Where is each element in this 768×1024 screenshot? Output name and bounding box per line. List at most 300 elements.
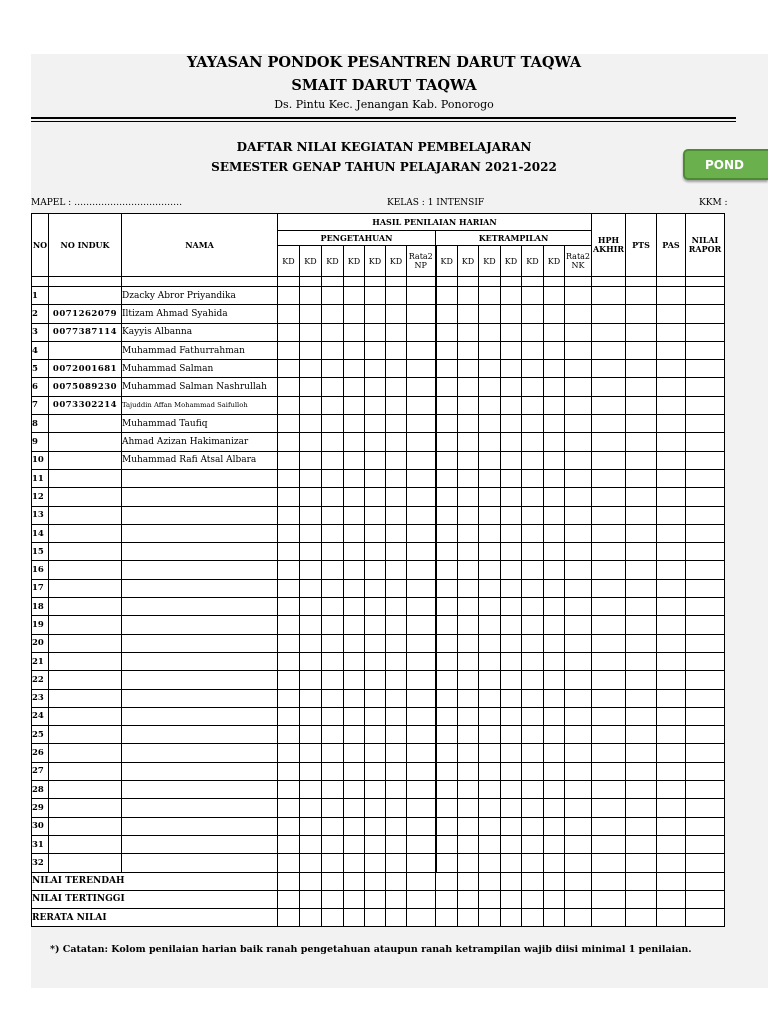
- grade-cell[interactable]: [626, 341, 657, 359]
- grade-cell[interactable]: [657, 378, 686, 396]
- grade-cell[interactable]: [300, 781, 322, 799]
- grade-cell[interactable]: [407, 579, 436, 597]
- grade-cell[interactable]: [657, 360, 686, 378]
- grade-cell[interactable]: [436, 341, 458, 359]
- summary-cell[interactable]: [344, 909, 365, 927]
- grade-cell[interactable]: [657, 524, 686, 542]
- grade-cell[interactable]: [436, 817, 458, 835]
- grade-cell[interactable]: [522, 415, 544, 433]
- grade-cell[interactable]: [407, 671, 436, 689]
- grade-cell[interactable]: [686, 378, 725, 396]
- grade-cell[interactable]: [386, 854, 407, 872]
- grade-cell[interactable]: [479, 543, 501, 561]
- grade-cell[interactable]: [344, 726, 365, 744]
- grade-cell[interactable]: [322, 616, 344, 634]
- grade-cell[interactable]: [322, 323, 344, 341]
- grade-cell[interactable]: [300, 726, 322, 744]
- grade-cell[interactable]: [407, 726, 436, 744]
- grade-cell[interactable]: [544, 469, 565, 487]
- grade-cell[interactable]: [626, 634, 657, 652]
- summary-cell[interactable]: [436, 890, 458, 908]
- grade-cell[interactable]: [458, 378, 479, 396]
- grade-cell[interactable]: [479, 799, 501, 817]
- summary-cell[interactable]: [458, 909, 479, 927]
- grade-cell[interactable]: [544, 707, 565, 725]
- grade-cell[interactable]: [626, 524, 657, 542]
- grade-cell[interactable]: [300, 433, 322, 451]
- grade-cell[interactable]: [278, 762, 300, 780]
- grade-cell[interactable]: [686, 469, 725, 487]
- grade-cell[interactable]: [278, 469, 300, 487]
- summary-cell[interactable]: [522, 909, 544, 927]
- grade-cell[interactable]: [322, 854, 344, 872]
- grade-cell[interactable]: [300, 616, 322, 634]
- grade-cell[interactable]: [300, 835, 322, 853]
- summary-cell[interactable]: [686, 872, 725, 890]
- grade-cell[interactable]: [344, 762, 365, 780]
- summary-cell[interactable]: [501, 909, 522, 927]
- grade-cell[interactable]: [322, 287, 344, 305]
- grade-cell[interactable]: [322, 579, 344, 597]
- grade-cell[interactable]: [657, 561, 686, 579]
- grade-cell[interactable]: [544, 506, 565, 524]
- grade-cell[interactable]: [522, 341, 544, 359]
- grade-cell[interactable]: [592, 451, 626, 469]
- grade-cell[interactable]: [479, 652, 501, 670]
- grade-cell[interactable]: [657, 762, 686, 780]
- summary-cell[interactable]: [565, 909, 592, 927]
- grade-cell[interactable]: [322, 433, 344, 451]
- grade-cell[interactable]: [386, 707, 407, 725]
- grade-cell[interactable]: [436, 652, 458, 670]
- grade-cell[interactable]: [458, 671, 479, 689]
- grade-cell[interactable]: [522, 469, 544, 487]
- grade-cell[interactable]: [626, 360, 657, 378]
- grade-cell[interactable]: [686, 634, 725, 652]
- grade-cell[interactable]: [458, 433, 479, 451]
- grade-cell[interactable]: [436, 506, 458, 524]
- grade-cell[interactable]: [626, 854, 657, 872]
- grade-cell[interactable]: [386, 598, 407, 616]
- grade-cell[interactable]: [686, 287, 725, 305]
- grade-cell[interactable]: [522, 854, 544, 872]
- grade-cell[interactable]: [436, 287, 458, 305]
- grade-cell[interactable]: [522, 762, 544, 780]
- grade-cell[interactable]: [300, 305, 322, 323]
- grade-cell[interactable]: [544, 488, 565, 506]
- grade-cell[interactable]: [657, 396, 686, 414]
- grade-cell[interactable]: [458, 598, 479, 616]
- grade-cell[interactable]: [626, 305, 657, 323]
- grade-cell[interactable]: [544, 305, 565, 323]
- grade-cell[interactable]: [458, 781, 479, 799]
- grade-cell[interactable]: [626, 671, 657, 689]
- grade-cell[interactable]: [458, 579, 479, 597]
- grade-cell[interactable]: [592, 781, 626, 799]
- grade-cell[interactable]: [626, 415, 657, 433]
- grade-cell[interactable]: [479, 360, 501, 378]
- grade-cell[interactable]: [407, 415, 436, 433]
- grade-cell[interactable]: [300, 341, 322, 359]
- grade-cell[interactable]: [592, 762, 626, 780]
- grade-cell[interactable]: [544, 835, 565, 853]
- grade-cell[interactable]: [592, 488, 626, 506]
- grade-cell[interactable]: [626, 652, 657, 670]
- grade-cell[interactable]: [686, 707, 725, 725]
- summary-cell[interactable]: [479, 909, 501, 927]
- summary-cell[interactable]: [626, 909, 657, 927]
- grade-cell[interactable]: [501, 378, 522, 396]
- grade-cell[interactable]: [344, 524, 365, 542]
- grade-cell[interactable]: [344, 360, 365, 378]
- grade-cell[interactable]: [565, 488, 592, 506]
- grade-cell[interactable]: [322, 305, 344, 323]
- grade-cell[interactable]: [458, 744, 479, 762]
- grade-cell[interactable]: [544, 323, 565, 341]
- grade-cell[interactable]: [386, 451, 407, 469]
- grade-cell[interactable]: [436, 689, 458, 707]
- grade-cell[interactable]: [344, 287, 365, 305]
- summary-cell[interactable]: [592, 909, 626, 927]
- grade-cell[interactable]: [626, 744, 657, 762]
- grade-cell[interactable]: [565, 634, 592, 652]
- grade-cell[interactable]: [522, 287, 544, 305]
- grade-cell[interactable]: [436, 415, 458, 433]
- grade-cell[interactable]: [479, 287, 501, 305]
- grade-cell[interactable]: [386, 305, 407, 323]
- grade-cell[interactable]: [501, 634, 522, 652]
- grade-cell[interactable]: [501, 744, 522, 762]
- grade-cell[interactable]: [278, 579, 300, 597]
- grade-cell[interactable]: [407, 469, 436, 487]
- grade-cell[interactable]: [344, 671, 365, 689]
- grade-cell[interactable]: [565, 652, 592, 670]
- grade-cell[interactable]: [407, 396, 436, 414]
- grade-cell[interactable]: [322, 634, 344, 652]
- grade-cell[interactable]: [322, 378, 344, 396]
- grade-cell[interactable]: [686, 671, 725, 689]
- grade-cell[interactable]: [626, 396, 657, 414]
- grade-cell[interactable]: [386, 781, 407, 799]
- grade-cell[interactable]: [657, 854, 686, 872]
- grade-cell[interactable]: [300, 854, 322, 872]
- grade-cell[interactable]: [501, 762, 522, 780]
- grade-cell[interactable]: [407, 652, 436, 670]
- grade-cell[interactable]: [522, 396, 544, 414]
- grade-cell[interactable]: [436, 835, 458, 853]
- grade-cell[interactable]: [365, 744, 386, 762]
- grade-cell[interactable]: [686, 598, 725, 616]
- grade-cell[interactable]: [278, 634, 300, 652]
- grade-cell[interactable]: [386, 634, 407, 652]
- grade-cell[interactable]: [479, 561, 501, 579]
- grade-cell[interactable]: [458, 415, 479, 433]
- grade-cell[interactable]: [322, 671, 344, 689]
- grade-cell[interactable]: [436, 451, 458, 469]
- summary-cell[interactable]: [278, 890, 300, 908]
- grade-cell[interactable]: [278, 341, 300, 359]
- grade-cell[interactable]: [300, 287, 322, 305]
- grade-cell[interactable]: [626, 433, 657, 451]
- summary-cell[interactable]: [458, 890, 479, 908]
- grade-cell[interactable]: [501, 854, 522, 872]
- grade-cell[interactable]: [365, 835, 386, 853]
- grade-cell[interactable]: [344, 323, 365, 341]
- grade-cell[interactable]: [479, 762, 501, 780]
- grade-cell[interactable]: [544, 579, 565, 597]
- grade-cell[interactable]: [386, 835, 407, 853]
- grade-cell[interactable]: [479, 323, 501, 341]
- summary-cell[interactable]: [657, 890, 686, 908]
- grade-cell[interactable]: [458, 287, 479, 305]
- summary-cell[interactable]: [386, 872, 407, 890]
- grade-cell[interactable]: [386, 524, 407, 542]
- summary-cell[interactable]: [522, 890, 544, 908]
- grade-cell[interactable]: [365, 305, 386, 323]
- grade-cell[interactable]: [436, 488, 458, 506]
- grade-cell[interactable]: [479, 707, 501, 725]
- grade-cell[interactable]: [565, 835, 592, 853]
- grade-cell[interactable]: [344, 341, 365, 359]
- grade-cell[interactable]: [322, 707, 344, 725]
- grade-cell[interactable]: [565, 671, 592, 689]
- grade-cell[interactable]: [592, 396, 626, 414]
- summary-cell[interactable]: [322, 872, 344, 890]
- grade-cell[interactable]: [344, 817, 365, 835]
- grade-cell[interactable]: [365, 781, 386, 799]
- grade-cell[interactable]: [657, 579, 686, 597]
- grade-cell[interactable]: [365, 854, 386, 872]
- grade-cell[interactable]: [344, 744, 365, 762]
- grade-cell[interactable]: [436, 323, 458, 341]
- grade-cell[interactable]: [300, 488, 322, 506]
- grade-cell[interactable]: [522, 323, 544, 341]
- grade-cell[interactable]: [544, 378, 565, 396]
- grade-cell[interactable]: [522, 543, 544, 561]
- grade-cell[interactable]: [657, 598, 686, 616]
- grade-cell[interactable]: [386, 799, 407, 817]
- grade-cell[interactable]: [501, 543, 522, 561]
- grade-cell[interactable]: [300, 506, 322, 524]
- grade-cell[interactable]: [365, 561, 386, 579]
- grade-cell[interactable]: [458, 524, 479, 542]
- summary-cell[interactable]: [278, 872, 300, 890]
- grade-cell[interactable]: [592, 469, 626, 487]
- summary-cell[interactable]: [436, 909, 458, 927]
- grade-cell[interactable]: [626, 488, 657, 506]
- grade-cell[interactable]: [278, 781, 300, 799]
- grade-cell[interactable]: [565, 341, 592, 359]
- grade-cell[interactable]: [344, 835, 365, 853]
- grade-cell[interactable]: [592, 506, 626, 524]
- grade-cell[interactable]: [565, 360, 592, 378]
- grade-cell[interactable]: [657, 323, 686, 341]
- grade-cell[interactable]: [565, 543, 592, 561]
- grade-cell[interactable]: [344, 415, 365, 433]
- grade-cell[interactable]: [479, 488, 501, 506]
- summary-cell[interactable]: [657, 872, 686, 890]
- grade-cell[interactable]: [501, 835, 522, 853]
- grade-cell[interactable]: [300, 579, 322, 597]
- grade-cell[interactable]: [592, 323, 626, 341]
- grade-cell[interactable]: [592, 726, 626, 744]
- grade-cell[interactable]: [657, 817, 686, 835]
- summary-cell[interactable]: [365, 872, 386, 890]
- grade-cell[interactable]: [686, 451, 725, 469]
- grade-cell[interactable]: [501, 524, 522, 542]
- grade-cell[interactable]: [626, 323, 657, 341]
- grade-cell[interactable]: [501, 671, 522, 689]
- grade-cell[interactable]: [436, 671, 458, 689]
- summary-cell[interactable]: [436, 872, 458, 890]
- grade-cell[interactable]: [278, 671, 300, 689]
- summary-cell[interactable]: [657, 909, 686, 927]
- summary-cell[interactable]: [544, 909, 565, 927]
- grade-cell[interactable]: [436, 579, 458, 597]
- summary-cell[interactable]: [365, 890, 386, 908]
- grade-cell[interactable]: [300, 744, 322, 762]
- grade-cell[interactable]: [365, 287, 386, 305]
- grade-cell[interactable]: [479, 598, 501, 616]
- grade-cell[interactable]: [626, 817, 657, 835]
- grade-cell[interactable]: [300, 561, 322, 579]
- grade-cell[interactable]: [626, 378, 657, 396]
- grade-cell[interactable]: [365, 451, 386, 469]
- grade-cell[interactable]: [407, 634, 436, 652]
- grade-cell[interactable]: [592, 854, 626, 872]
- summary-cell[interactable]: [365, 909, 386, 927]
- grade-cell[interactable]: [592, 579, 626, 597]
- grade-cell[interactable]: [365, 433, 386, 451]
- grade-cell[interactable]: [344, 378, 365, 396]
- grade-cell[interactable]: [686, 817, 725, 835]
- grade-cell[interactable]: [592, 433, 626, 451]
- grade-cell[interactable]: [407, 781, 436, 799]
- grade-cell[interactable]: [365, 652, 386, 670]
- grade-cell[interactable]: [544, 616, 565, 634]
- grade-cell[interactable]: [522, 378, 544, 396]
- grade-cell[interactable]: [657, 835, 686, 853]
- grade-cell[interactable]: [522, 305, 544, 323]
- grade-cell[interactable]: [322, 360, 344, 378]
- grade-cell[interactable]: [322, 488, 344, 506]
- grade-cell[interactable]: [365, 396, 386, 414]
- grade-cell[interactable]: [300, 360, 322, 378]
- grade-cell[interactable]: [544, 634, 565, 652]
- grade-cell[interactable]: [686, 726, 725, 744]
- summary-cell[interactable]: [592, 890, 626, 908]
- grade-cell[interactable]: [365, 598, 386, 616]
- grade-cell[interactable]: [544, 396, 565, 414]
- grade-cell[interactable]: [386, 469, 407, 487]
- grade-cell[interactable]: [544, 817, 565, 835]
- grade-cell[interactable]: [300, 323, 322, 341]
- grade-cell[interactable]: [544, 598, 565, 616]
- grade-cell[interactable]: [407, 707, 436, 725]
- grade-cell[interactable]: [278, 835, 300, 853]
- grade-cell[interactable]: [592, 415, 626, 433]
- grade-cell[interactable]: [479, 689, 501, 707]
- grade-cell[interactable]: [479, 524, 501, 542]
- grade-cell[interactable]: [479, 634, 501, 652]
- grade-cell[interactable]: [436, 616, 458, 634]
- grade-cell[interactable]: [544, 689, 565, 707]
- summary-cell[interactable]: [344, 890, 365, 908]
- grade-cell[interactable]: [522, 451, 544, 469]
- summary-cell[interactable]: [278, 909, 300, 927]
- grade-cell[interactable]: [544, 781, 565, 799]
- grade-cell[interactable]: [501, 433, 522, 451]
- grade-cell[interactable]: [300, 707, 322, 725]
- grade-cell[interactable]: [565, 579, 592, 597]
- grade-cell[interactable]: [565, 396, 592, 414]
- grade-cell[interactable]: [479, 726, 501, 744]
- grade-cell[interactable]: [686, 524, 725, 542]
- grade-cell[interactable]: [686, 616, 725, 634]
- grade-cell[interactable]: [344, 451, 365, 469]
- pondok-button[interactable]: POND: [683, 149, 768, 180]
- grade-cell[interactable]: [386, 762, 407, 780]
- grade-cell[interactable]: [479, 671, 501, 689]
- grade-cell[interactable]: [501, 579, 522, 597]
- grade-cell[interactable]: [501, 817, 522, 835]
- grade-cell[interactable]: [592, 287, 626, 305]
- grade-cell[interactable]: [322, 817, 344, 835]
- grade-cell[interactable]: [407, 835, 436, 853]
- grade-cell[interactable]: [592, 707, 626, 725]
- grade-cell[interactable]: [278, 854, 300, 872]
- grade-cell[interactable]: [300, 689, 322, 707]
- grade-cell[interactable]: [592, 598, 626, 616]
- summary-cell[interactable]: [522, 872, 544, 890]
- grade-cell[interactable]: [657, 451, 686, 469]
- grade-cell[interactable]: [522, 561, 544, 579]
- grade-cell[interactable]: [407, 305, 436, 323]
- grade-cell[interactable]: [501, 341, 522, 359]
- grade-cell[interactable]: [365, 579, 386, 597]
- grade-cell[interactable]: [626, 543, 657, 561]
- grade-cell[interactable]: [344, 469, 365, 487]
- grade-cell[interactable]: [458, 561, 479, 579]
- grade-cell[interactable]: [386, 689, 407, 707]
- grade-cell[interactable]: [344, 488, 365, 506]
- grade-cell[interactable]: [522, 506, 544, 524]
- grade-cell[interactable]: [458, 360, 479, 378]
- grade-cell[interactable]: [544, 524, 565, 542]
- grade-cell[interactable]: [544, 652, 565, 670]
- summary-cell[interactable]: [458, 872, 479, 890]
- grade-cell[interactable]: [407, 616, 436, 634]
- grade-cell[interactable]: [565, 854, 592, 872]
- grade-cell[interactable]: [407, 378, 436, 396]
- grade-cell[interactable]: [386, 341, 407, 359]
- grade-cell[interactable]: [278, 616, 300, 634]
- grade-cell[interactable]: [592, 817, 626, 835]
- grade-cell[interactable]: [436, 469, 458, 487]
- grade-cell[interactable]: [344, 561, 365, 579]
- grade-cell[interactable]: [501, 598, 522, 616]
- grade-cell[interactable]: [592, 543, 626, 561]
- grade-cell[interactable]: [522, 433, 544, 451]
- grade-cell[interactable]: [522, 781, 544, 799]
- grade-cell[interactable]: [278, 689, 300, 707]
- grade-cell[interactable]: [686, 561, 725, 579]
- grade-cell[interactable]: [365, 634, 386, 652]
- grade-cell[interactable]: [479, 433, 501, 451]
- grade-cell[interactable]: [544, 360, 565, 378]
- grade-cell[interactable]: [565, 762, 592, 780]
- grade-cell[interactable]: [300, 415, 322, 433]
